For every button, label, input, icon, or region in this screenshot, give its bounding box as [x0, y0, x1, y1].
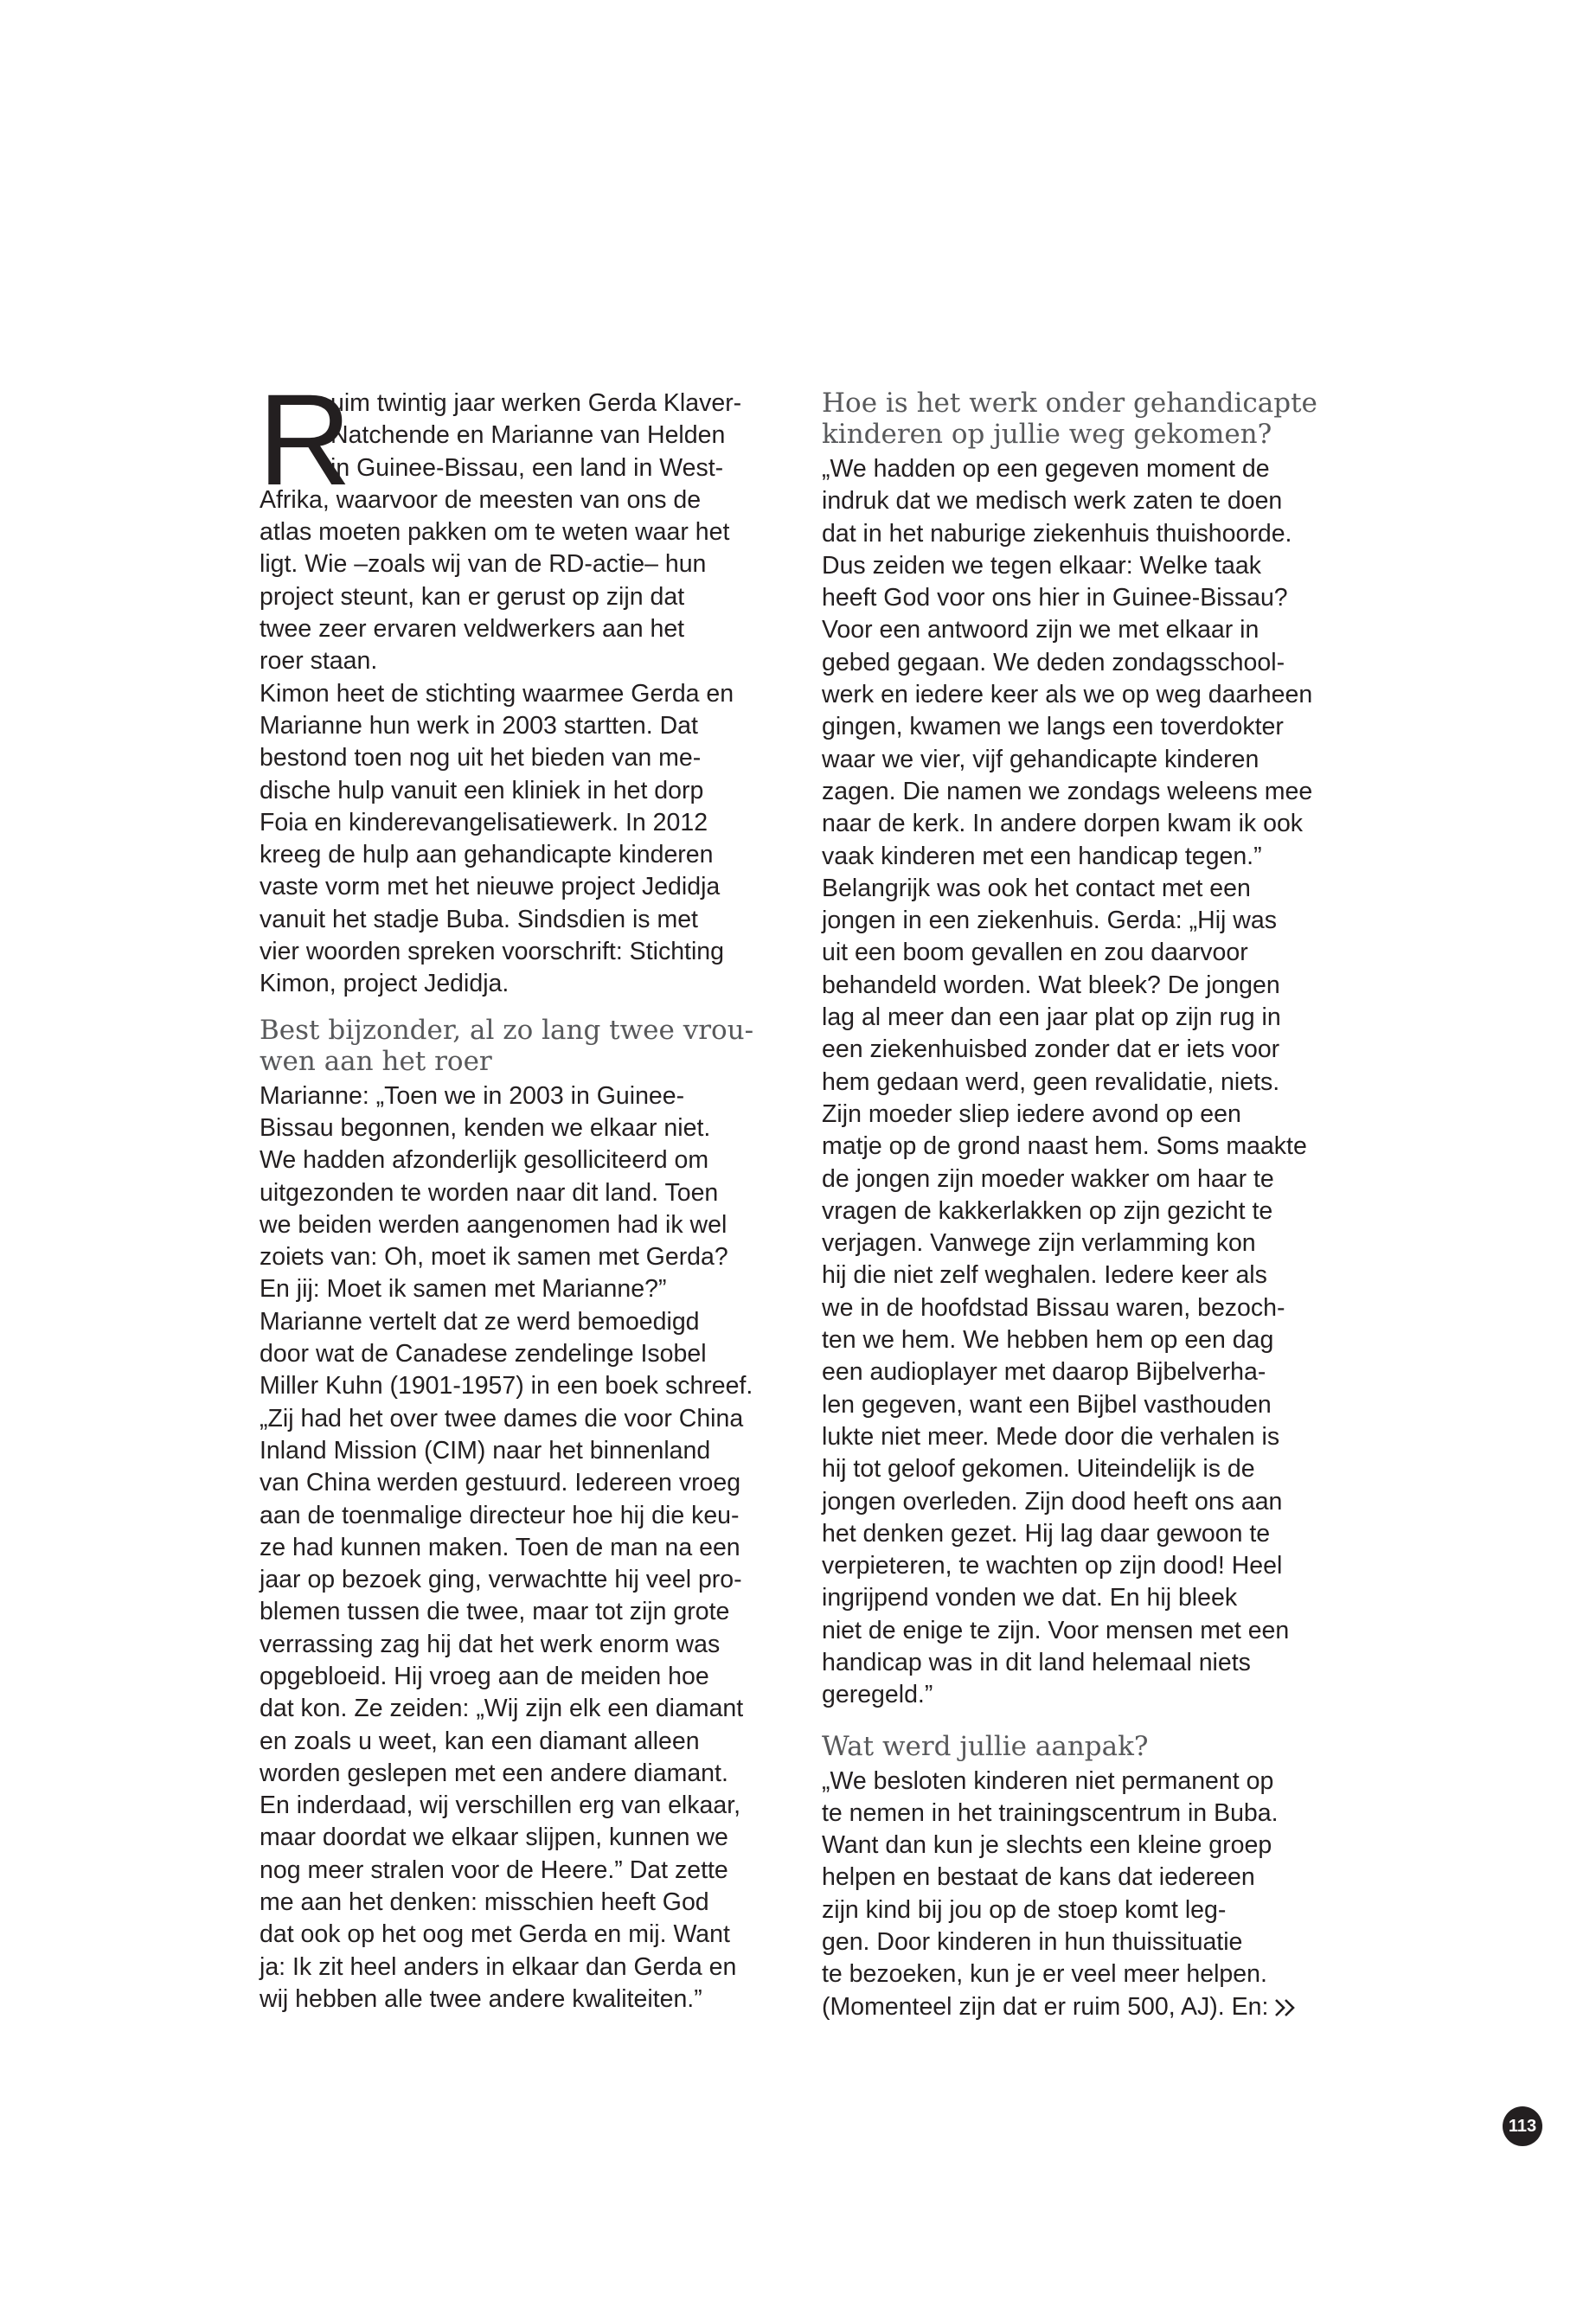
- text-line: hij die niet zelf weghalen. Iedere keer als: [822, 1261, 1267, 1290]
- text-line: Bissau begonnen, kenden we elkaar niet.: [260, 1113, 711, 1142]
- text-line: En inderdaad, wij verschillen erg van elkaar,: [260, 1791, 741, 1820]
- text-line: Zijn moeder sliep iedere avond op een: [822, 1099, 1241, 1128]
- double-chevron-right-icon: [1273, 1995, 1299, 2027]
- text-line: vier woorden spreken voorschrift: Stichting: [260, 938, 724, 966]
- text-line: worden geslepen met een andere diamant.: [260, 1759, 728, 1787]
- text-line: uim twintig jaar werken Gerda Klaver-: [330, 389, 742, 417]
- text-line: Natchende en Marianne van Helden: [330, 421, 726, 450]
- text-line: ja: Ik zit heel anders in elkaar dan Gerda en: [260, 1952, 737, 1981]
- text-line: van China werden gestuurd. Iedereen vroeg: [260, 1469, 741, 1497]
- text-line: vragen de kakkerlakken op zijn gezicht te: [822, 1196, 1273, 1225]
- text-line: dat in het naburige ziekenhuis thuishoorde.: [822, 519, 1292, 548]
- text-line: „Zij had het over twee dames die voor China: [260, 1404, 744, 1433]
- right-column: [822, 388, 1375, 2023]
- text-line: zagen. Die namen we zondags weleens mee: [822, 777, 1313, 805]
- text-line: jongen overleden. Zijn dood heeft ons aan: [822, 1487, 1283, 1516]
- last-text-line: [822, 1991, 1375, 2023]
- text-line: nog meer stralen voor de Heere.” Dat zette: [260, 1856, 728, 1884]
- text-line: project steunt, kan er gerust op zijn dat: [260, 582, 685, 611]
- text-line: de jongen zijn moeder wakker om haar te: [822, 1164, 1274, 1193]
- section-heading: Wat werd jullie aanpak?: [822, 1730, 1149, 1762]
- text-line: „We hadden op een gegeven moment de: [822, 455, 1270, 483]
- page-number-badge: 113: [1503, 2106, 1542, 2146]
- text-line: opgebloeid. Hij vroeg aan de meiden hoe: [260, 1662, 709, 1690]
- text-line: waar we vier, vijf gehandicapte kinderen: [822, 745, 1259, 773]
- left-column: [258, 367, 813, 2016]
- text-line: verrassing zag hij dat het werk enorm was: [260, 1630, 721, 1658]
- section-gehandicapte-kinderen: [822, 388, 1375, 1712]
- text-line: dische hulp vanuit een kliniek in het dorp: [260, 776, 704, 804]
- text-line: hij tot geloof gekomen. Uiteindelijk is de: [822, 1455, 1255, 1484]
- text-line: naar de kerk. In andere dorpen kwam ik ook: [822, 810, 1304, 838]
- section-heading: wen aan het roer: [260, 1045, 492, 1077]
- text-line: heeft God voor ons hier in Guinee-Bissau?: [822, 584, 1288, 612]
- text-line: zijn kind bij jou op de stoep komt leg-: [822, 1895, 1227, 1924]
- text-line: Foia en kinderevangelisatiewerk. In 2012: [260, 808, 708, 836]
- text-line: jaar op bezoek ging, verwachtte hij veel pro-: [260, 1566, 742, 1594]
- text-line: (Momenteel zijn dat er ruim 500, AJ). En:: [822, 1992, 1269, 2021]
- text-line: verpieteren, te wachten op zijn dood! Heel: [822, 1552, 1283, 1580]
- text-line: en zoals u weet, kan een diamant alleen: [260, 1727, 700, 1755]
- text-line: we beiden werden aangenomen had ik wel: [260, 1210, 727, 1239]
- text-line: We hadden afzonderlijk gesolliciteerd om: [260, 1146, 709, 1175]
- text-line: Voor een antwoord zijn we met elkaar in: [822, 616, 1259, 644]
- text-line: „We besloten kinderen niet permanent op: [822, 1766, 1274, 1795]
- text-line: roer staan.: [260, 647, 378, 676]
- text-line: ten we hem. We hebben hem op een dag: [822, 1326, 1274, 1355]
- text-line: uitgezonden te worden naar dit land. Toen: [260, 1178, 719, 1207]
- text-line: ingrijpend vonden we dat. En hij bleek: [822, 1584, 1238, 1612]
- text-line: een audioplayer met daarop Bijbelverha-: [822, 1358, 1266, 1387]
- text-line: Afrika, waarvoor de meesten van ons de: [260, 485, 702, 514]
- text-line: werk en iedere keer als we op weg daarheen: [822, 681, 1313, 709]
- text-line: behandeld worden. Wat bleek? De jongen: [822, 971, 1280, 999]
- text-line: blemen tussen die twee, maar tot zijn grote: [260, 1598, 730, 1626]
- text-line: te nemen in het trainingscentrum in Buba.: [822, 1798, 1279, 1827]
- text-line: len gegeven, want een Bijbel vasthouden: [822, 1390, 1272, 1419]
- text-line: door wat de Canadese zendelinge Isobel: [260, 1340, 707, 1368]
- text-line: handicap was in dit land helemaal niets: [822, 1648, 1251, 1676]
- text-line: gen. Door kinderen in hun thuissituatie: [822, 1928, 1243, 1957]
- text-line: geregeld.”: [822, 1681, 933, 1709]
- text-line: gebed gegaan. We deden zondagsschool-: [822, 648, 1285, 676]
- text-line: gingen, kwamen we langs een toverdokter: [822, 713, 1284, 741]
- text-line: maar doordat we elkaar slijpen, kunnen we: [260, 1823, 728, 1852]
- text-line: Marianne: „Toen we in 2003 in Guinee-: [260, 1081, 685, 1110]
- text-line: verjagen. Vanwege zijn verlamming kon: [822, 1229, 1256, 1258]
- text-line: wij hebben alle twee andere kwaliteiten.”: [260, 1984, 702, 2013]
- text-line: Want dan kun je slechts een kleine groep: [822, 1831, 1272, 1860]
- text-line: lukte niet meer. Mede door die verhalen is: [822, 1422, 1280, 1451]
- text-line: hem gedaan werd, geen revalidatie, niets.: [822, 1067, 1280, 1096]
- text-line: ligt. Wie –zoals wij van de RD-actie– hun: [260, 550, 707, 579]
- text-line: vaak kinderen met een handicap tegen.”: [822, 842, 1262, 870]
- text-line: vaste vorm met het nieuwe project Jedidja: [260, 873, 721, 901]
- text-line: me aan het denken: misschien heeft God: [260, 1888, 709, 1917]
- text-line: helpen en bestaat de kans dat iedereen: [822, 1863, 1255, 1892]
- text-line: we in de hoofdstad Bissau waren, bezoch-: [822, 1293, 1285, 1322]
- text-line: jongen in een ziekenhuis. Gerda: „Hij was: [822, 907, 1277, 935]
- section-best-bijzonder: [260, 1015, 813, 2016]
- text-line: atlas moeten pakken om te weten waar het: [260, 518, 730, 547]
- drop-cap: R: [258, 367, 352, 512]
- text-line: dat kon. Ze zeiden: „Wij zijn elk een diamant: [260, 1695, 744, 1723]
- text-line: bestond toen nog uit het bieden van me-: [260, 744, 702, 772]
- text-line: kreeg de hulp aan gehandicapte kinderen: [260, 841, 714, 869]
- section-aanpak: [822, 1731, 1375, 2023]
- text-line: te bezoeken, kun je er veel meer helpen.: [822, 1960, 1267, 1989]
- text-line: Kimon heet de stichting waarmee Gerda en: [260, 679, 734, 708]
- section-heading: kinderen op jullie weg gekomen?: [822, 419, 1272, 450]
- text-line: aan de toenmalige directeur hoe hij die keu-: [260, 1501, 740, 1529]
- text-line: En jij: Moet ik samen met Marianne?”: [260, 1275, 667, 1304]
- text-line: matje op de grond naast hem. Soms maakte: [822, 1132, 1307, 1161]
- text-line: dat ook op het oog met Gerda en mij. Want: [260, 1920, 730, 1949]
- text-line: vanuit het stadje Buba. Sindsdien is met: [260, 905, 698, 933]
- text-line: uit een boom gevallen en zou daarvoor: [822, 939, 1248, 967]
- intro-paragraph: [258, 367, 813, 1001]
- text-line: Marianne hun werk in 2003 startten. Dat: [260, 711, 698, 740]
- text-line: zoiets van: Oh, moet ik samen met Gerda?: [260, 1243, 728, 1272]
- text-line: in Guinee-Bissau, een land in West-: [330, 453, 724, 482]
- text-line: indruk dat we medisch werk zaten te doen: [822, 487, 1283, 516]
- text-line: lag al meer dan een jaar plat op zijn rug in: [822, 1003, 1281, 1032]
- text-line: Marianne vertelt dat ze werd bemoedigd: [260, 1307, 700, 1336]
- text-line: Kimon, project Jedidja.: [260, 970, 510, 998]
- text-line: het denken gezet. Hij lag daar gewoon te: [822, 1519, 1271, 1548]
- text-line: ze had kunnen maken. Toen de man na een: [260, 1533, 740, 1561]
- text-line: Miller Kuhn (1901-1957) in een boek schreef.: [260, 1372, 753, 1400]
- text-line: twee zeer ervaren veldwerkers aan het: [260, 615, 685, 644]
- text-line: een ziekenhuisbed zonder dat er iets voor: [822, 1035, 1280, 1064]
- text-line: niet de enige te zijn. Voor mensen met een: [822, 1616, 1290, 1644]
- text-line: Dus zeiden we tegen elkaar: Welke taak: [822, 551, 1262, 580]
- text-line: Inland Mission (CIM) naar het binnenland: [260, 1436, 711, 1465]
- section-heading: Hoe is het werk onder gehandicapte: [822, 388, 1317, 419]
- text-line: Belangrijk was ook het contact met een: [822, 874, 1251, 902]
- section-heading: Best bijzonder, al zo lang twee vrou-: [260, 1014, 754, 1046]
